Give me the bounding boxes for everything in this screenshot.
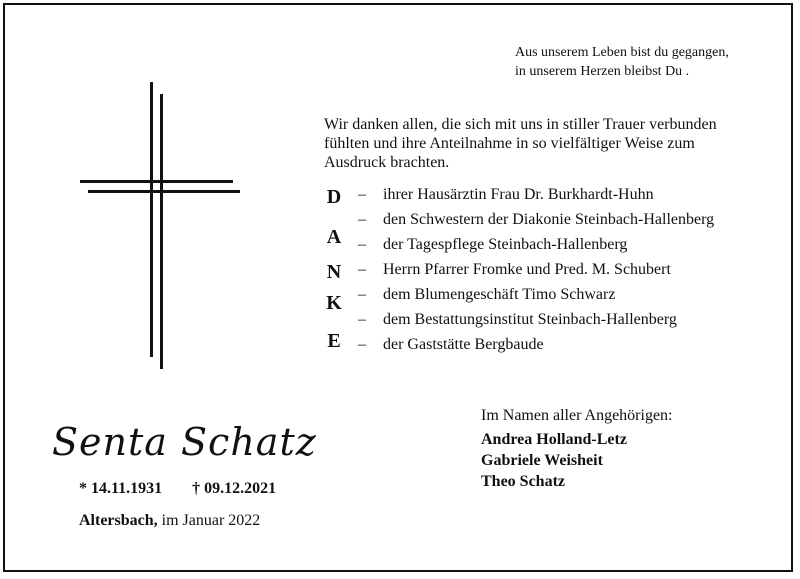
dash: – [358,336,366,353]
danke-item: der Gaststätte Bergbaude [383,336,544,353]
quote-line: Aus unserem Leben bist du gegangen, [515,45,729,60]
danke-letter: K [326,292,342,314]
danke-item: Herrn Pfarrer Fromke und Pred. M. Schubert [383,261,671,278]
dash: – [358,261,366,278]
dash: – [358,236,366,253]
deceased-name: Senta Schatz [52,420,317,464]
signer-name: Gabriele Weisheit [481,452,603,469]
signature-intro: Im Namen aller Angehörigen: [481,407,673,424]
signer-name: Theo Schatz [481,473,565,490]
danke-row [320,185,780,210]
thanks-line: Ausdruck brachten. [324,154,450,171]
danke-item: dem Bestattungsinstitut Steinbach-Hallenberg [383,311,677,328]
danke-row [320,330,780,360]
death-date: † 09.12.2021 [192,480,277,497]
life-dates [79,480,302,498]
dash: – [358,186,366,203]
dash: – [358,286,366,303]
danke-row [320,285,780,314]
signer-name: Andrea Holland-Letz [481,431,627,448]
danke-list [320,185,780,360]
thanks-line: Wir danken allen, die sich mit uns in stiller Trauer verbunden [324,116,717,133]
danke-item: dem Blumengeschäft Timo Schwarz [383,286,616,303]
thanks-paragraph [324,115,764,172]
place-date [79,512,260,530]
danke-item: der Tagespflege Steinbach-Hallenberg [383,236,628,253]
cross-icon [80,82,240,372]
danke-row [320,226,780,260]
danke-row [320,260,780,285]
quote [515,43,785,81]
birth-date: * 14.11.1931 [79,480,163,497]
danke-row [320,310,780,335]
quote-line: in unserem Herzen bleibst Du . [515,64,690,79]
danke-letter: D [326,186,342,208]
danke-item: den Schwestern der Diakonie Steinbach-Hallenberg [383,211,715,228]
danke-letter: E [327,330,341,352]
thanks-line: fühlten und ihre Anteilnahme in so vielfältiger Weise zum [324,135,695,152]
dash: – [358,211,366,228]
town: Altersbach, [79,512,158,529]
danke-item: ihrer Hausärztin Frau Dr. Burkhardt-Huhn [383,186,654,203]
signature-block [481,405,673,492]
danke-row [320,210,780,235]
month-year: im Januar 2022 [161,512,261,529]
danke-letter: A [326,226,342,248]
danke-letter: N [326,261,342,283]
dash: – [358,311,366,328]
